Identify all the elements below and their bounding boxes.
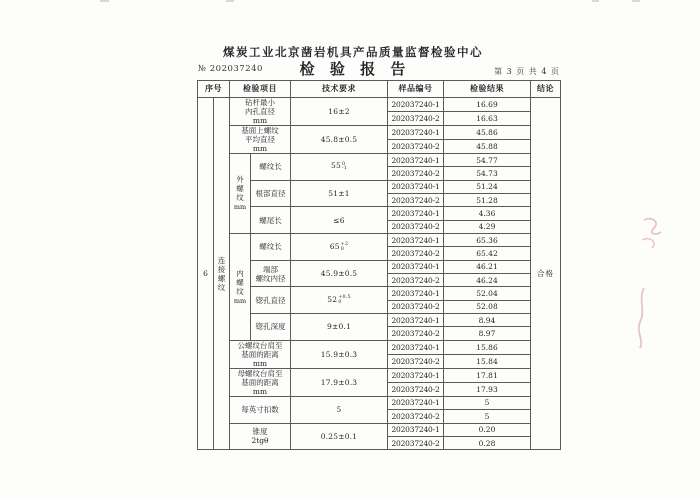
report-title: 检 验 报 告 <box>299 60 411 78</box>
sample-id-cell: 202037240-2 <box>388 112 444 126</box>
thread-group-cell: 内 螺 纹 mm <box>230 234 251 341</box>
report-table-body <box>198 98 561 450</box>
sample-id-cell: 202037240-1 <box>388 260 444 273</box>
sample-id-cell: 202037240-1 <box>388 340 444 354</box>
result-value-cell: 5 <box>444 410 531 423</box>
table-row <box>198 340 561 354</box>
inspection-item-cell: 螺纹长 <box>251 154 291 181</box>
sample-id-cell: 202037240-2 <box>388 167 444 180</box>
header-row <box>198 81 561 98</box>
sample-id-cell: 202037240-2 <box>388 194 444 207</box>
result-value-cell: 52.04 <box>444 287 531 300</box>
scan-noise-dash <box>226 0 234 2</box>
report-number-label: № <box>198 64 207 74</box>
result-value-cell: 17.93 <box>444 382 531 396</box>
result-value-cell: 8.97 <box>444 327 531 340</box>
sample-id-cell: 202037240-1 <box>388 287 444 300</box>
inspection-item-cell: 钻杆最小 内孔直径 mm <box>230 98 291 126</box>
sample-id-cell: 202037240-1 <box>388 368 444 382</box>
technical-requirement-cell: 52 +0.5 0 <box>291 287 388 314</box>
technical-requirement-cell: 9±0.1 <box>291 314 388 341</box>
result-value-cell: 51.28 <box>444 194 531 207</box>
table-row <box>198 126 561 140</box>
technical-requirement-cell: 17.9±0.3 <box>291 368 388 396</box>
red-annotation-mark-bottom <box>630 286 654 350</box>
inspection-item-cell: 锥度 2tgθ <box>230 423 291 450</box>
sample-id-cell: 202037240-1 <box>388 154 444 167</box>
technical-requirement-cell: 15.9±0.3 <box>291 340 388 368</box>
result-value-cell: 8.94 <box>444 314 531 327</box>
inspection-table <box>197 80 561 450</box>
technical-requirement-cell: 16±2 <box>291 98 388 126</box>
result-value-cell: 4.29 <box>444 220 531 233</box>
category-cell: 连 接 螺 纹 <box>214 98 230 450</box>
table-row <box>198 260 561 273</box>
result-value-cell: 16.63 <box>444 112 531 126</box>
inspection-item-cell: 锪孔直径 <box>251 287 291 314</box>
table-row <box>198 287 561 300</box>
technical-requirement-cell: 65 +2 0 <box>291 234 388 261</box>
technical-requirement-cell: 51±1 <box>291 180 388 207</box>
table-row <box>198 207 561 220</box>
organization-title: 煤炭工业北京凿岩机具产品质量监督检验中心 <box>223 45 483 59</box>
sequence-number-cell: 6 <box>198 98 214 450</box>
column-header: 样品编号 <box>388 81 444 98</box>
inspection-item-cell: 公螺纹台肩至 基面的距离 mm <box>230 340 291 368</box>
sample-id-cell: 202037240-2 <box>388 436 444 449</box>
column-header: 技术要求 <box>291 81 388 98</box>
thread-group-cell: 外 螺 纹 mm <box>230 154 251 234</box>
inspection-item-cell: 根部直径 <box>251 180 291 207</box>
technical-requirement-cell: 45.8±0.5 <box>291 126 388 154</box>
table-row <box>198 98 561 112</box>
sample-id-cell: 202037240-1 <box>388 207 444 220</box>
sample-id-cell: 202037240-2 <box>388 247 444 260</box>
result-value-cell: 54.77 <box>444 154 531 167</box>
result-value-cell: 16.69 <box>444 98 531 112</box>
sample-id-cell: 202037240-2 <box>388 274 444 287</box>
inspection-item-cell: 每英寸扣数 <box>230 396 291 423</box>
result-value-cell: 45.86 <box>444 126 531 140</box>
table-row <box>198 423 561 436</box>
technical-requirement-cell: ≤6 <box>291 207 388 234</box>
technical-requirement-cell: 45.9±0.5 <box>291 260 388 287</box>
page-indicator: 第 3 页 共 4 页 <box>494 67 560 76</box>
sample-id-cell: 202037240-1 <box>388 396 444 409</box>
result-value-cell: 45.88 <box>444 140 531 154</box>
sample-id-cell: 202037240-1 <box>388 314 444 327</box>
table-row <box>198 154 561 167</box>
scan-noise-dash <box>100 0 109 2</box>
result-value-cell: 51.24 <box>444 180 531 193</box>
column-header: 检验项目 <box>230 81 291 98</box>
sample-id-cell: 202037240-1 <box>388 234 444 247</box>
sample-id-cell: 202037240-1 <box>388 98 444 112</box>
sample-id-cell: 202037240-1 <box>388 180 444 193</box>
result-value-cell: 17.81 <box>444 368 531 382</box>
column-header: 序号 <box>198 81 230 98</box>
result-value-cell: 4.36 <box>444 207 531 220</box>
scan-noise-dash <box>592 0 599 2</box>
result-value-cell: 0.28 <box>444 436 531 449</box>
result-value-cell: 65.36 <box>444 234 531 247</box>
inspection-item-cell: 端部 螺纹内径 <box>251 260 291 287</box>
technical-requirement-cell: 55 0 -1 <box>291 154 388 181</box>
column-header: 检验结果 <box>444 81 531 98</box>
red-annotation-mark-top <box>636 214 666 254</box>
table-row <box>198 368 561 382</box>
result-value-cell: 15.84 <box>444 354 531 368</box>
result-value-cell: 15.86 <box>444 340 531 354</box>
sample-id-cell: 202037240-2 <box>388 354 444 368</box>
result-value-cell: 46.21 <box>444 260 531 273</box>
sample-id-cell: 202037240-2 <box>388 327 444 340</box>
table-row <box>198 314 561 327</box>
sample-id-cell: 202037240-1 <box>388 126 444 140</box>
scan-noise-dash <box>632 0 640 2</box>
inspection-item-cell: 螺尾长 <box>251 207 291 234</box>
inspection-item-cell: 螺纹长 <box>251 234 291 261</box>
table-row <box>198 396 561 409</box>
result-value-cell: 52.08 <box>444 300 531 313</box>
table-row <box>198 234 561 247</box>
report-number-value: 202037240 <box>209 64 263 74</box>
technical-requirement-cell: 0.25±0.1 <box>291 423 388 450</box>
table-header <box>198 81 561 98</box>
inspection-item-cell: 母螺纹台肩至 基面的距离 mm <box>230 368 291 396</box>
table-row <box>198 180 561 193</box>
inspection-item-cell: 锪孔深度 <box>251 314 291 341</box>
result-value-cell: 5 <box>444 396 531 409</box>
result-value-cell: 46.24 <box>444 274 531 287</box>
sample-id-cell: 202037240-2 <box>388 140 444 154</box>
result-value-cell: 0.20 <box>444 423 531 436</box>
sample-id-cell: 202037240-2 <box>388 220 444 233</box>
result-value-cell: 54.73 <box>444 167 531 180</box>
sample-id-cell: 202037240-2 <box>388 300 444 313</box>
conclusion-cell: 合格 <box>531 98 561 450</box>
sample-id-cell: 202037240-2 <box>388 382 444 396</box>
sample-id-cell: 202037240-1 <box>388 423 444 436</box>
sample-id-cell: 202037240-2 <box>388 410 444 423</box>
column-header: 结论 <box>531 81 561 98</box>
result-value-cell: 65.42 <box>444 247 531 260</box>
technical-requirement-cell: 5 <box>291 396 388 423</box>
inspection-item-cell: 基面上螺纹 平均直径 mm <box>230 126 291 154</box>
